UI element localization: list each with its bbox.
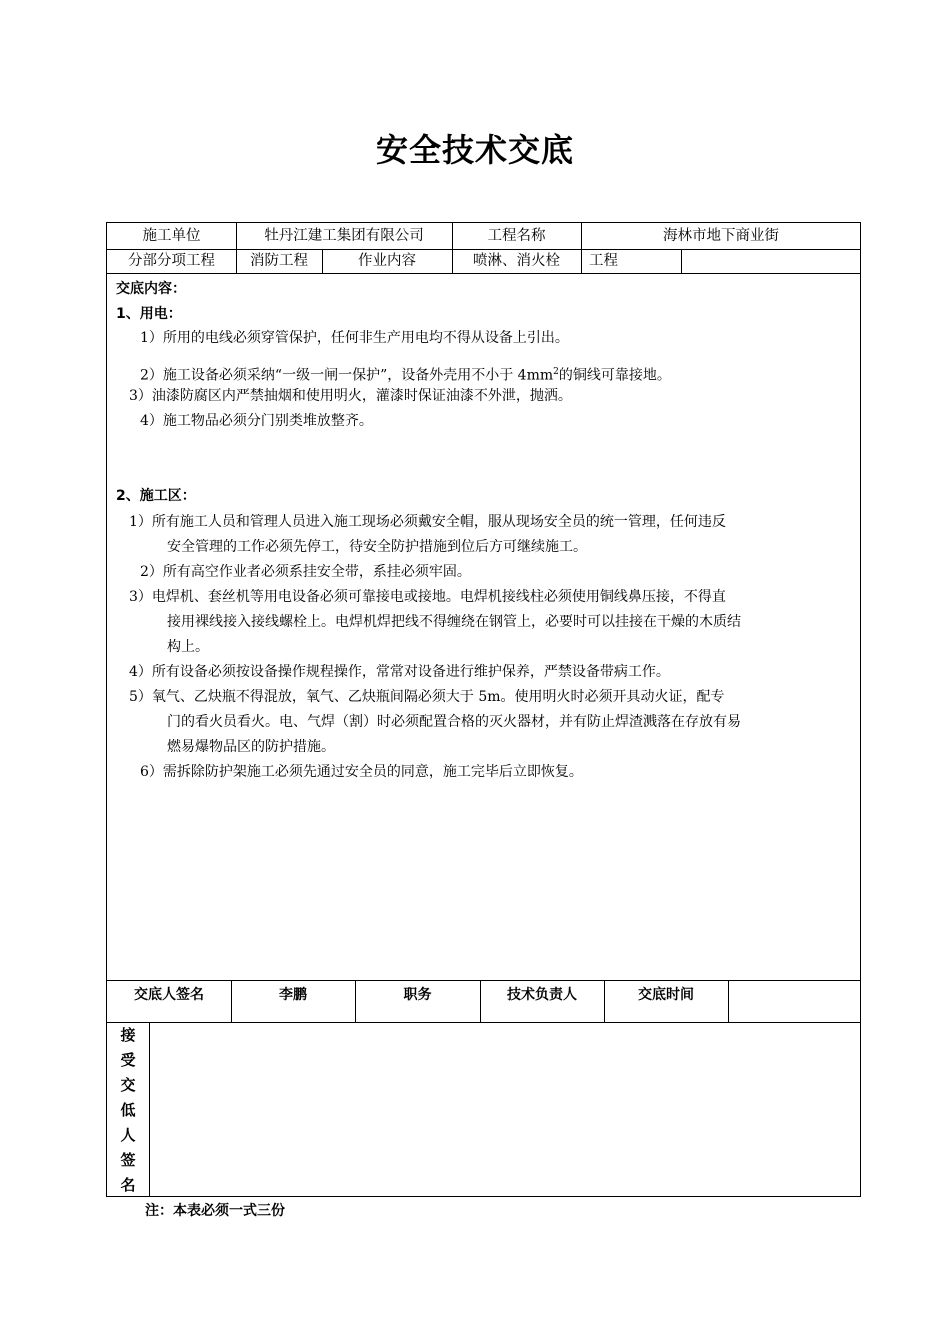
position-label: 职务 [403, 987, 432, 1003]
row-divider [107, 980, 860, 981]
page-title: 安全技术交底 [375, 131, 574, 169]
work-value: 喷淋、消火栓 [473, 253, 560, 269]
discloser-value: 李鹏 [279, 987, 307, 1003]
section2-line: 门的看火员看火。电、气焊（割）时必须配置合格的灭火器材，并有防止焊渣溅落在存放有易 [167, 714, 741, 730]
receiver-signature-area[interactable] [150, 1023, 861, 1196]
section2-line: 燃易爆物品区的防护措施。 [167, 739, 335, 755]
section2-line: 接用裸线接入接线螺栓上。电焊机焊把线不得缠绕在钢管上，必要时可以挂接在干燥的木质结 [167, 614, 741, 630]
unit-value: 牡丹江建工集团有限公司 [264, 228, 424, 244]
section2-line: 3）电焊机、套丝机等用电设备必须可靠接电或接地。电焊机接线柱必须使用铜线鼻压接，不得直 [129, 589, 726, 605]
section2-line: 6）需拆除防护架施工必须先通过安全员的同意，施工完毕后立即恢复。 [140, 764, 583, 780]
section1-item: 1）所用的电线必须穿管保护，任何非生产用电均不得从设备上引出。 [140, 330, 569, 346]
subproject-label: 分部分项工程 [128, 253, 215, 269]
section2-line: 安全管理的工作必须先停工，待安全防护措施到位后方可继续施工。 [167, 539, 587, 555]
content-heading: 交底内容： [116, 281, 186, 297]
discloser-label: 交底人签名 [134, 987, 204, 1003]
time-label: 交底时间 [638, 987, 694, 1003]
section2-line: 4）所有设备必须按设备操作规程操作，常常对设备进行维护保养，严禁设备带病工作。 [129, 664, 670, 680]
section1-item: 3）油漆防腐区内严禁抽烟和使用明火，灌漆时保证油漆不外泄，抛洒。 [129, 388, 572, 404]
project-label: 工程名称 [487, 228, 546, 244]
unit-label: 施工单位 [142, 228, 201, 244]
col-divider [581, 249, 582, 273]
section1-title: 1、用电： [116, 306, 182, 322]
section2-line: 构上。 [167, 639, 209, 655]
receiver-signature-label: 接 受 交 低 人 签 名 [120, 1026, 136, 1194]
work-label: 作业内容 [358, 253, 416, 269]
disclosure-form [106, 222, 861, 1197]
time-value[interactable] [728, 982, 861, 1008]
section2-line: 2）所有高空作业者必须系挂安全带，系挂必须牢固。 [140, 564, 471, 580]
section1-item: 2）施工设备必须采纳“一级一闸一保护”，设备外壳用不小于 $4mm^2$的铜线可靠接地。 [140, 367, 671, 384]
position-value: 技术负责人 [507, 987, 577, 1003]
footer-note: 注：本表必须一式三份 [145, 1203, 285, 1219]
subproject-value: 消防工程 [250, 253, 308, 269]
work-suffix: 工程 [589, 253, 618, 269]
section2-title: 2、施工区： [116, 488, 196, 504]
col-divider [681, 249, 682, 273]
section2-line: 1）所有施工人员和管理人员进入施工现场必须戴安全帽，服从现场安全员的统一管理，任何违反 [129, 514, 726, 530]
project-value: 海林市地下商业街 [663, 228, 779, 244]
section1-item: 4）施工物品必须分门别类堆放整齐。 [140, 413, 373, 429]
section2-line: 5）氧气、乙炔瓶不得混放，氧气、乙炔瓶间隔必须大于 5m。使用明火时必须开具动火证，配专 [129, 689, 725, 705]
